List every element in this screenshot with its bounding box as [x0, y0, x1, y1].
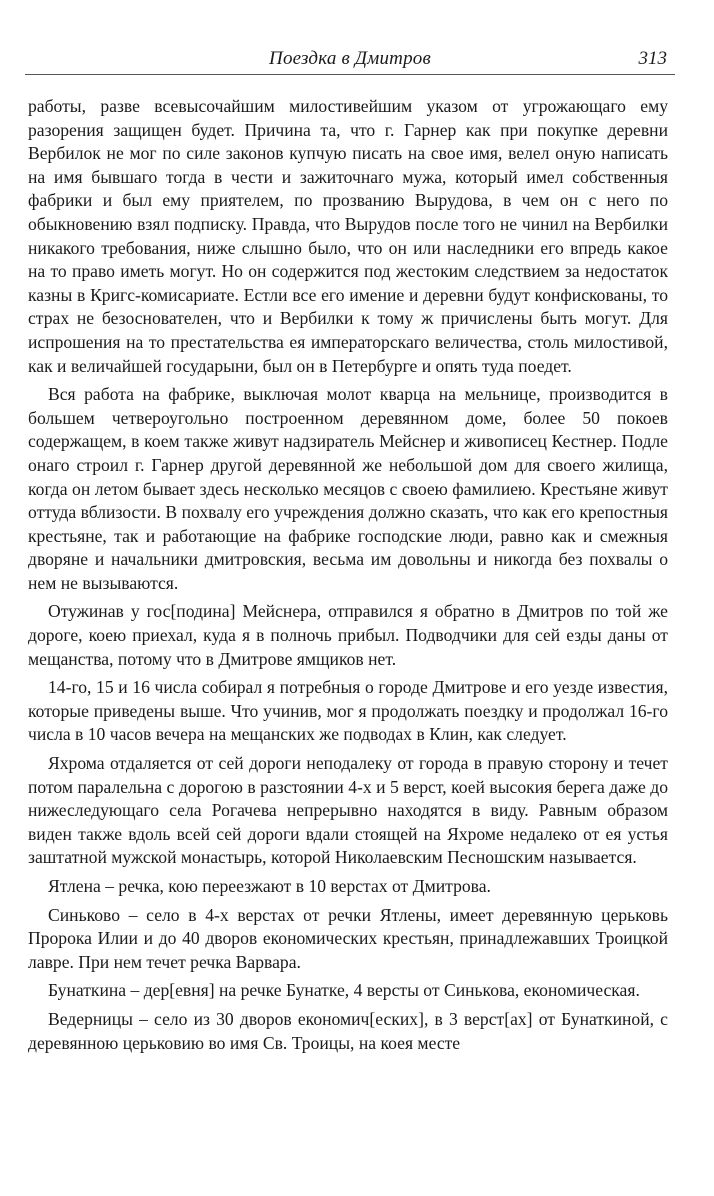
paragraph: Ведерницы – село из 30 дворов економич[еских], в 3 верст[ах] от Бунаткиной, с деревянною церьковию во имя Св. Троицы, на коея месте — [28, 1008, 668, 1053]
paragraph: Вся работа на фабрике, выключая молот кварца на мельнице, производится в большем четвероугольно построенном деревянном доме, более 50 покоев содержащем, в коем также живут надзиратель Мейснер и живописец Кестнер. Подле онаго строил г. Гарнер другой деревянной же небольшой дом для своего жилища, когда он летом бывает здесь несколько месяцов с своею фамилиею. Крестьяне живут оттуда вблизости. В похвалу его учреждения должно сказать, что как его крепостныя крестьяне, так и работающие на фабрике господские люди, равно как и смежныя дворяне и начальники дмитровския, весьма им довольны и никогда без похвалы о нем не вызываются. — [28, 384, 668, 593]
paragraph: работы, разве всевысочайшим милостивейшим указом от угрожающаго ему разорения защищен будет. Причина та, что г. Гарнер как при покупке деревни Вербилок не мог по силе законов купчую писать на свое имя, велел оную написать на имя бывшаго тогда в чести и зажиточнаго мужа, который имел собственныя фабрики и был ему приятелем, по прозванию Вырудова, в чем он с него по обыкновению взял подписку. Правда, что Вырудов после того не чинил на Вербилки никакого требования, ниже слышно было, что он или наследники его впредь какое на то право иметь могут. Но он содержится под жестоким следствием за недостаток казны в Кригс-комисариате. Естли все его имение и деревни будут конфискованы, то страх не безоснователен, что и Вербилки к тому ж причислены быть могут. Для испрошения на то престательства ея императорскаго величества, столь милостивой, как и величайшей государыни, был он в Петербурге и опять туда поедет. — [28, 96, 668, 376]
paragraph: Синьково – село в 4-х верстах от речки Ятлены, имеет деревянную церьковь Пророка Илии и до 40 дворов економических крестьян, принадлежавших Троицкой лавре. При нем течет речка Варвара. — [28, 904, 668, 972]
paragraph: 14-го, 15 и 16 числа собирал я потребныя о городе Дмитрове и его уезде известия, которые приведены выше. Что учинив, мог я продолжать поездку и продолжал 16-го числа в 10 часов вечера на мещанских же подводах в Клин, как следует. — [28, 677, 668, 745]
paragraph: Ятлена – речка, кою переезжают в 10 верстах от Дмитрова. — [48, 876, 491, 896]
paragraph: Яхрома отдаляется от сей дороги неподалеку от города в правую сторону и течет потом паралельна с дорогою в разстоянии 4-х и 5 верст, коей высокия берега даже до нижеследующаго села Рогачева непрерывно находятся в виду. Равным образом виден также вдоль всей сей дороги вдали стоящей на Яхроме недалеко от ея устья заштатной мужской монастырь, которой Николаевским Песношским называется. — [28, 753, 668, 868]
paragraph: Бунаткина – дер[евня] на речке Бунатке, 4 версты от Синькова, економическая. — [48, 980, 640, 1001]
paragraph: Отужинав у гос[подина] Мейснера, отправился я обратно в Дмитров по той же дороге, коею приехал, куда я в полночь прибыл. Подводчики для сей езды даны от мещанства, потому что в Дмитрове ямщиков нет. — [28, 601, 668, 669]
running-title: Поездка в Дмитров — [269, 48, 431, 69]
page-number: 313 — [638, 48, 667, 69]
page-header — [25, 40, 675, 75]
body-text — [28, 95, 668, 1060]
